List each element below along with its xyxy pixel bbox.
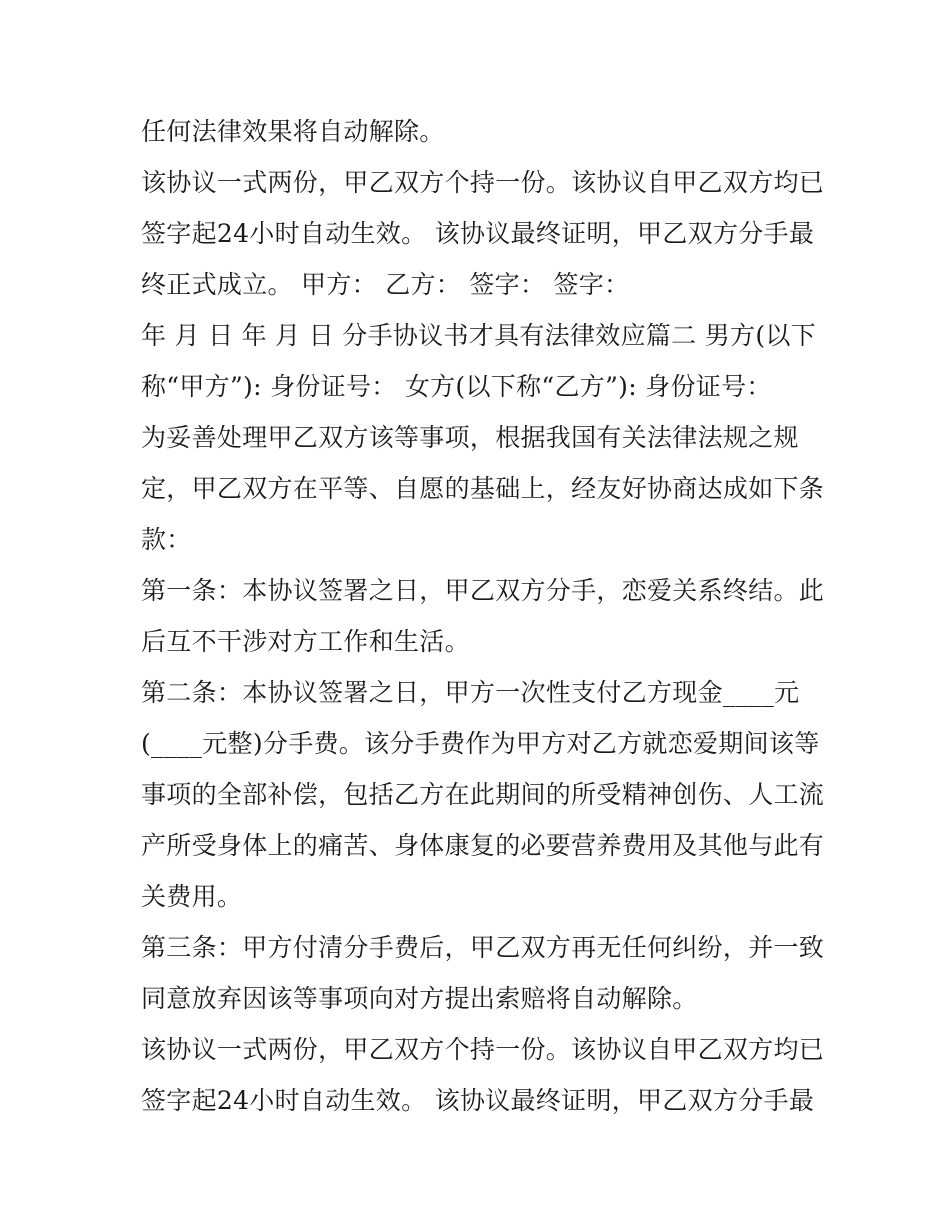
text-line: 签字起24小时自动生效。 该协议最终证明，甲乙双方分手最 bbox=[141, 219, 815, 248]
text-line: 第二条：本协议签署之日，甲方一次性支付乙方现金____元 bbox=[141, 678, 800, 707]
text-line: 第三条：甲方付清分手费后，甲乙双方再无任何纠纷，并一致 bbox=[141, 933, 825, 962]
document-body bbox=[141, 106, 825, 1126]
text-line: 同意放弃因该等事项向对方提出索赔将自动解除。 bbox=[141, 984, 698, 1013]
text-line: 年 月 日 年 月 日 分手协议书才具有法律效应篇二 男方(以下 bbox=[141, 321, 816, 350]
text-line: 款： bbox=[141, 525, 192, 554]
text-line: 任何法律效果将自动解除。 bbox=[141, 117, 445, 146]
text-line: 该协议一式两份，甲乙双方个持一份。该协议自甲乙双方均已 bbox=[141, 1035, 825, 1064]
text-line: (____元整)分手费。该分手费作为甲方对乙方就恋爱期间该等 bbox=[141, 729, 820, 758]
text-line: 称“甲方”): 身份证号： 女方(以下称“乙方”): 身份证号： bbox=[141, 372, 772, 401]
text-line: 关费用。 bbox=[141, 882, 243, 911]
text-line: 终正式成立。 甲方： 乙方： 签字： 签字： bbox=[141, 270, 630, 299]
text-line: 签字起24小时自动生效。 该协议最终证明，甲乙双方分手最 bbox=[141, 1086, 815, 1115]
text-line: 定，甲乙双方在平等、自愿的基础上，经友好协商达成如下条 bbox=[141, 474, 825, 503]
text-line: 后互不干涉对方工作和生活。 bbox=[141, 627, 470, 656]
text-line: 产所受身体上的痛苦、身体康复的必要营养费用及其他与此有 bbox=[141, 831, 825, 860]
text-line: 为妥善处理甲乙双方该等事项，根据我国有关法律法规之规 bbox=[141, 423, 799, 452]
text-line: 事项的全部补偿，包括乙方在此期间的所受精神创伤、人工流 bbox=[141, 780, 825, 809]
text-line: 第一条：本协议签署之日，甲乙双方分手，恋爱关系终结。此 bbox=[141, 576, 825, 605]
text-line: 该协议一式两份，甲乙双方个持一份。该协议自甲乙双方均已 bbox=[141, 168, 825, 197]
